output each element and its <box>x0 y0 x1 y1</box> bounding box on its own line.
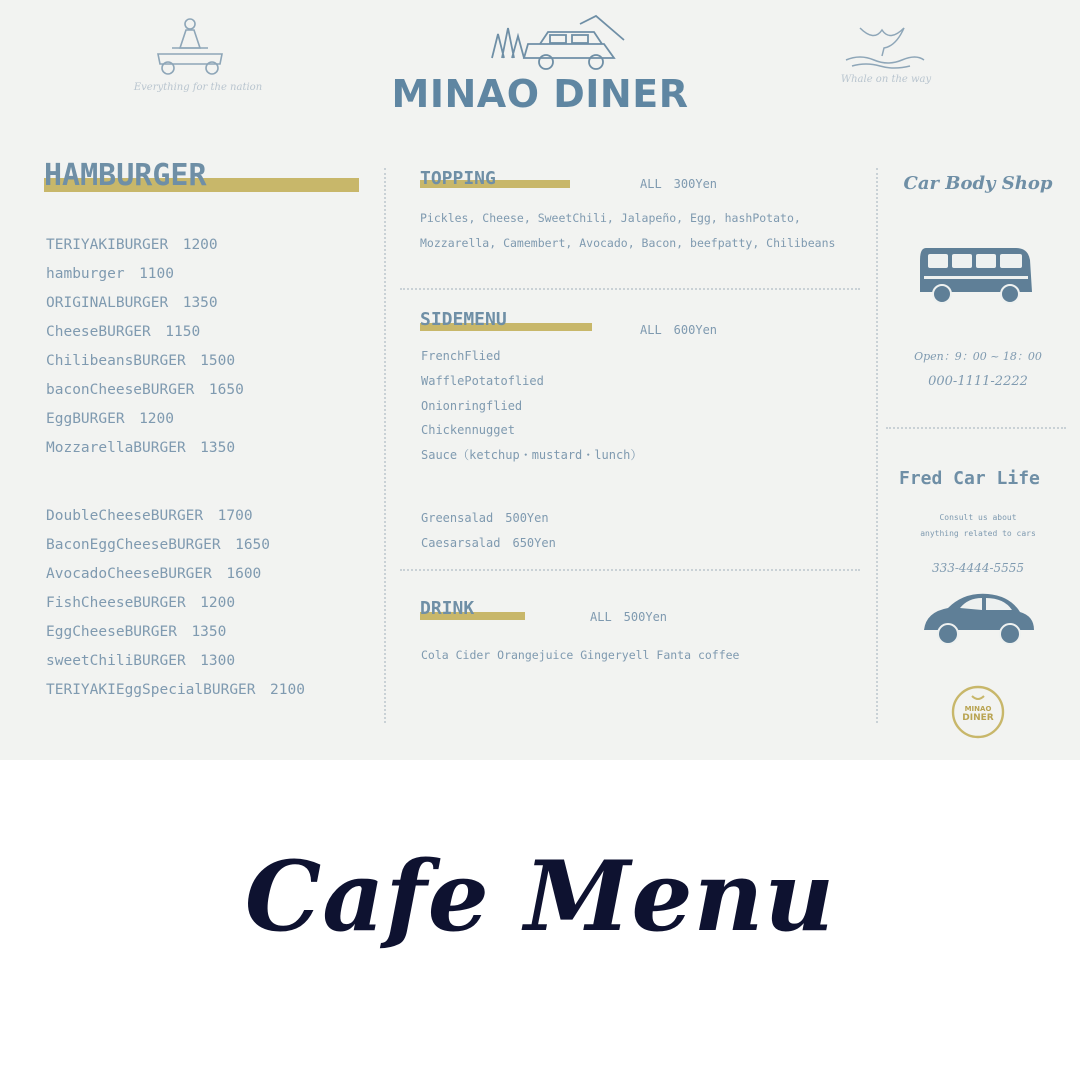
list-item: TERIYAKIEggSpecialBURGER 2100 <box>46 682 305 698</box>
list-item: ChilibeansBURGER 1500 <box>46 353 236 369</box>
car-body-shop-title: Car Body Shop <box>903 173 1053 194</box>
list-item: sweetChiliBURGER 1300 <box>46 653 236 669</box>
topping-title: TOPPING <box>420 168 496 189</box>
list-item: Greensalad 500Yen <box>421 511 549 525</box>
list-item: Onionringflied <box>421 398 523 413</box>
fred-phone: 333-4444-5555 <box>931 561 1025 575</box>
whale-tail-icon <box>840 16 926 76</box>
drink-price: ALL 500Yen <box>590 610 668 624</box>
salad-list <box>421 506 556 556</box>
shop-phone: 000-1111-2222 <box>928 374 1028 389</box>
column-divider-right <box>876 168 878 723</box>
right-tagline: Whale on the way <box>840 74 932 85</box>
list-item: ORIGINALBURGER 1350 <box>46 295 218 311</box>
consult-line-2: anything related to cars <box>920 529 1036 538</box>
list-item: CheeseBURGER 1150 <box>46 324 201 340</box>
list-item: TERIYAKIBURGER 1200 <box>46 237 218 253</box>
sidemenu-price: ALL 600Yen <box>640 323 718 337</box>
consult-line-1: Consult us about <box>939 513 1017 522</box>
list-item: baconCheeseBURGER 1650 <box>46 382 244 398</box>
fred-car-life-title: Fred Car Life <box>899 468 1040 489</box>
camper-car-icon <box>484 14 634 74</box>
hamburger-list-1 <box>46 231 244 463</box>
hamburger-title: HAMBURGER <box>44 158 207 193</box>
list-item: DoubleCheeseBURGER 1700 <box>46 508 253 524</box>
column-divider-left <box>384 168 386 723</box>
topping-items: Pickles, Cheese, SweetChili, Jalapeño, Egg, hashPotato, Mozzarella, Camembert, Avocado, Bacon, beefpatty, Chilibeans <box>420 211 836 250</box>
cafe-menu-caption: Cafe Menu <box>244 840 836 953</box>
drink-title: DRINK <box>420 598 475 619</box>
list-item: Sauce（ketchup・mustard・lunch） <box>421 448 643 463</box>
tractor-man-icon <box>150 14 230 76</box>
list-item: FrenchFlied <box>421 349 501 363</box>
list-item: AvocadoCheeseBURGER 1600 <box>46 566 262 582</box>
list-item: EggBURGER 1200 <box>46 411 174 427</box>
sidemenu-list <box>421 344 642 468</box>
list-item: Chickennugget <box>421 423 515 438</box>
list-item: Caesarsalad 650Yen <box>421 536 556 550</box>
van-icon <box>916 240 1036 308</box>
list-item: EggCheeseBURGER 1350 <box>46 624 227 640</box>
topping-price: ALL 300Yen <box>640 177 718 191</box>
shop-hours: Open：9：00 ~ 18：00 <box>914 350 1042 363</box>
sidemenu-title: SIDEMENU <box>420 309 507 330</box>
hamburger-list-2 <box>46 502 305 705</box>
logo-text-1: MINAO <box>964 705 992 713</box>
drink-items: Cola Cider Orangejuice Gingeryell Fanta coffee <box>421 648 740 662</box>
separator-sidemenu <box>400 569 860 571</box>
left-tagline: Everything for the nation <box>133 82 263 93</box>
list-item: MozzarellaBURGER 1350 <box>46 440 236 456</box>
separator-topping <box>400 288 860 290</box>
list-item: BaconEggCheeseBURGER 1650 <box>46 537 271 553</box>
logo-text-2: DINER <box>962 713 994 723</box>
separator-right <box>886 427 1066 429</box>
brand-title: MINAO DINER <box>391 72 689 116</box>
list-item: WafflePotatoflied <box>421 373 544 388</box>
list-item: FishCheeseBURGER 1200 <box>46 595 236 611</box>
list-item: hamburger 1100 <box>46 266 174 282</box>
beetle-car-icon <box>918 586 1038 650</box>
